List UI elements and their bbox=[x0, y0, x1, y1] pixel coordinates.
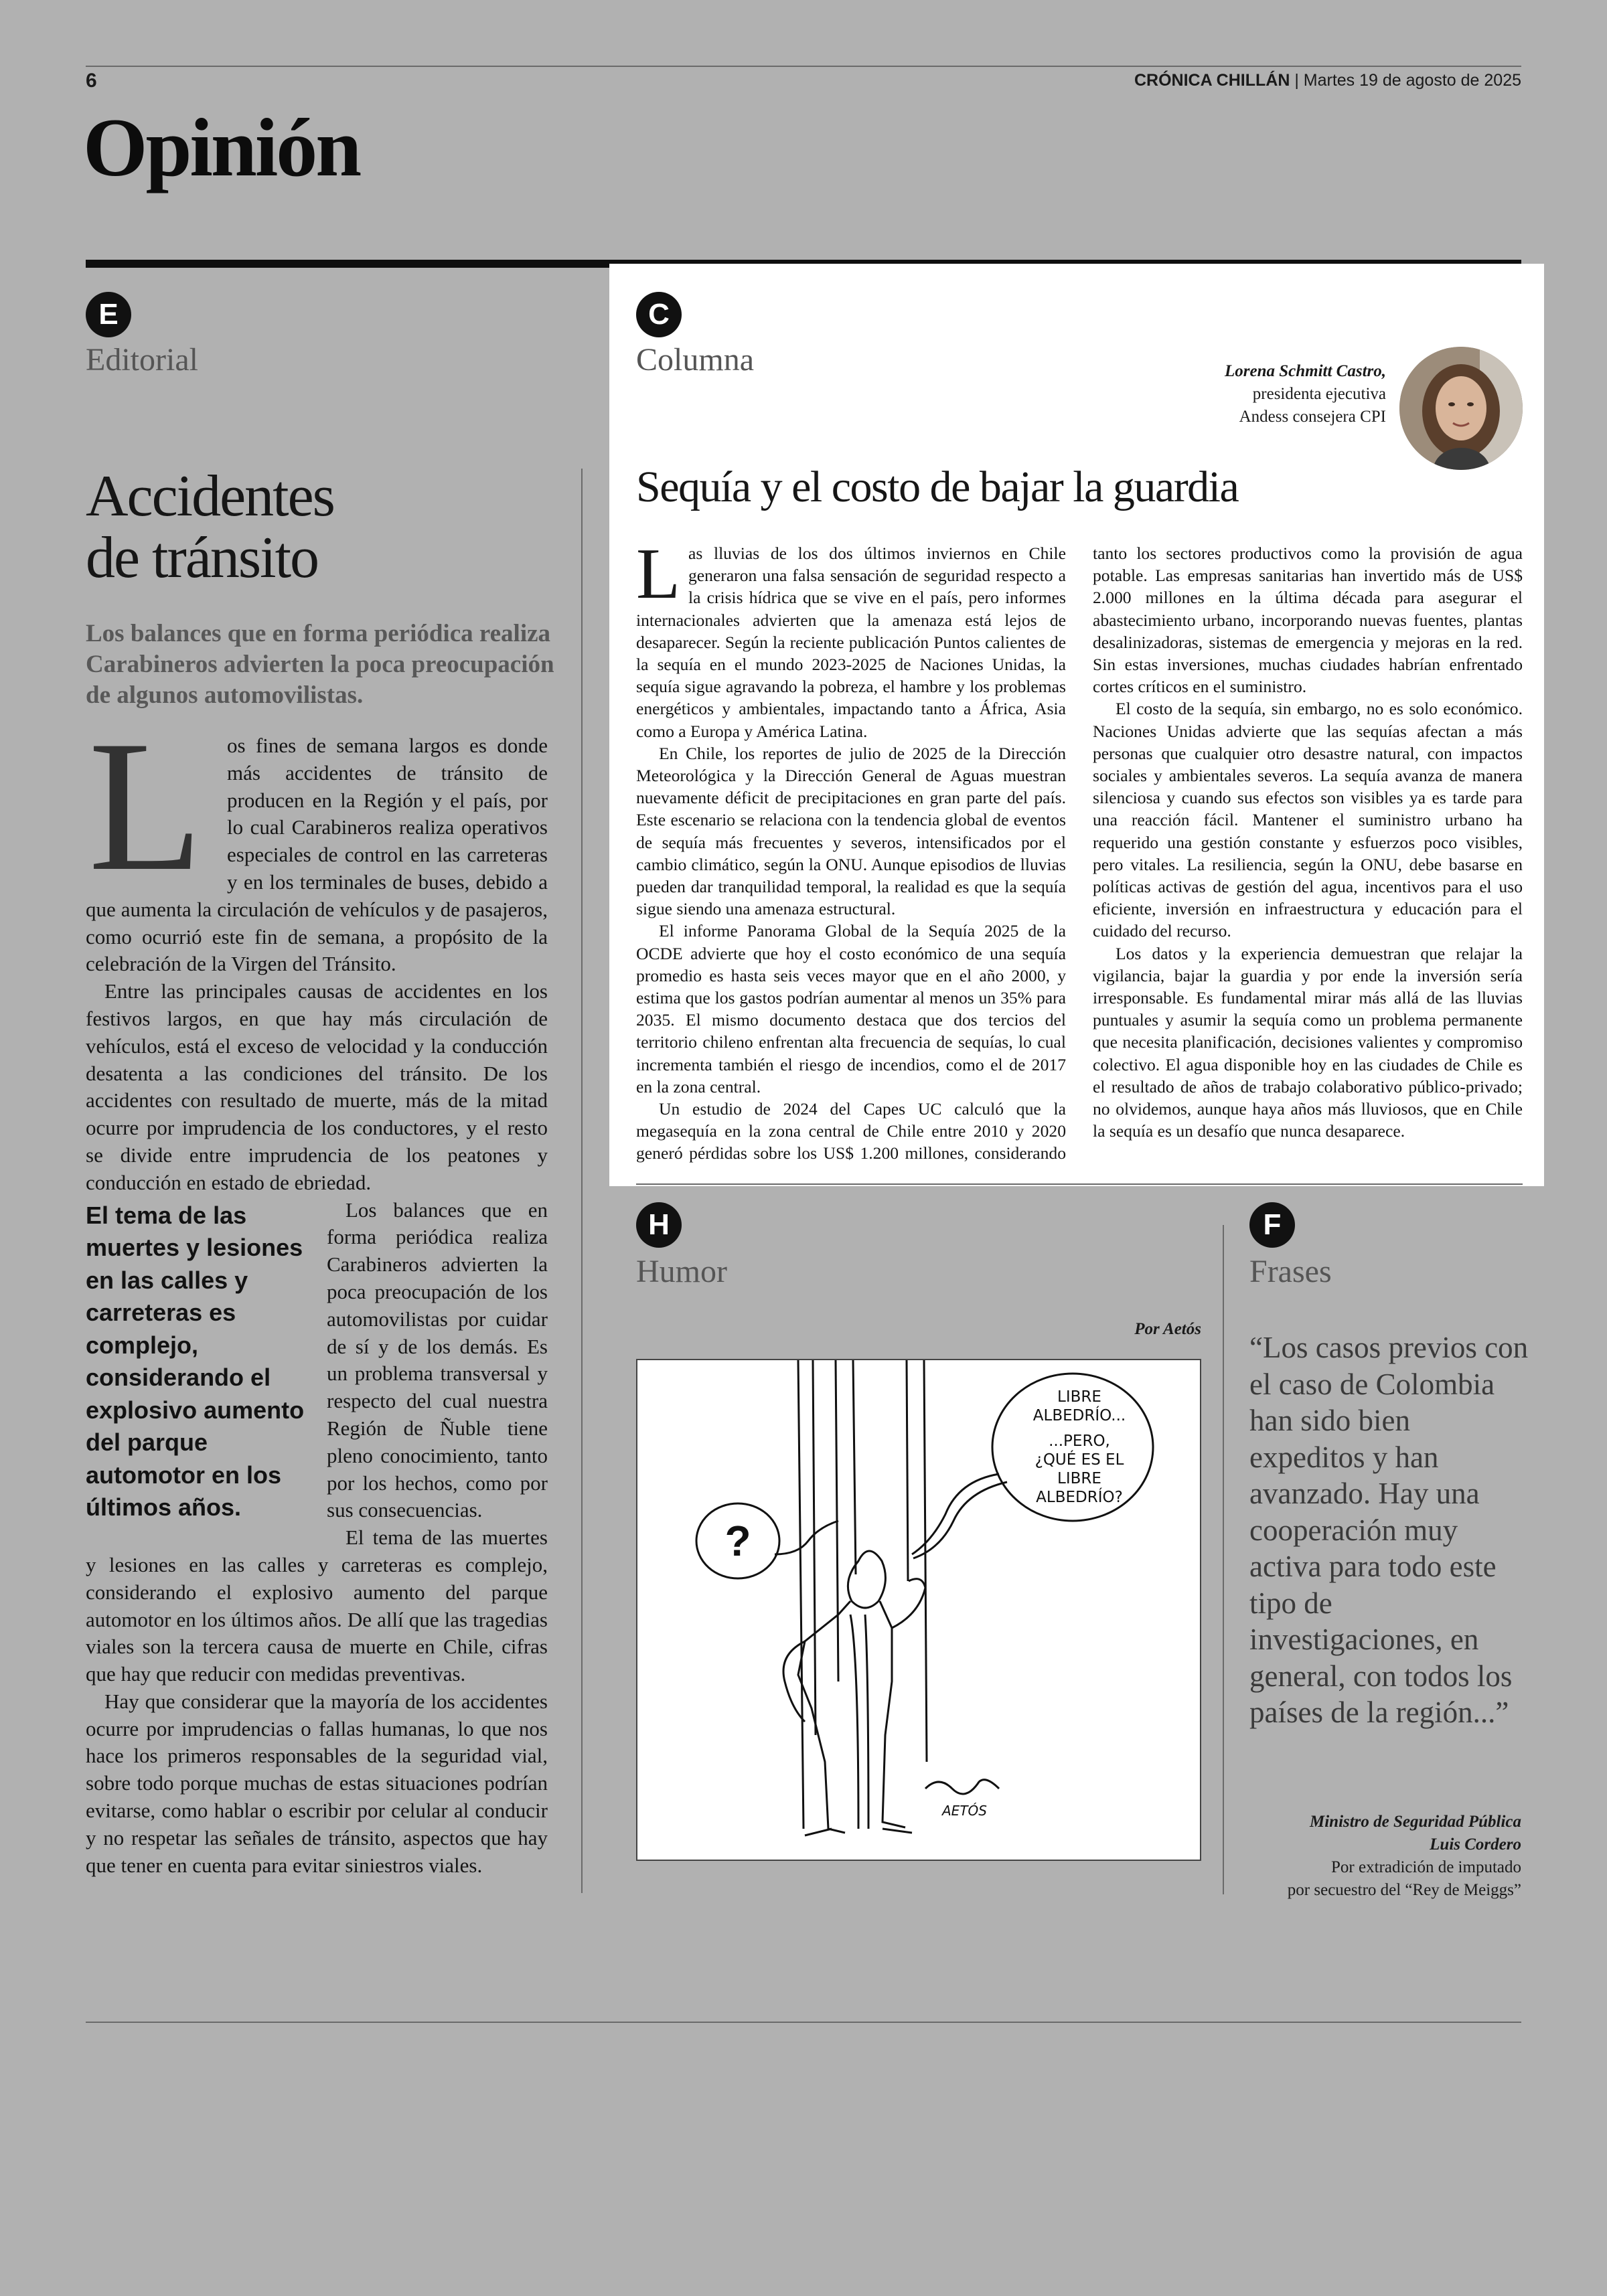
column-bottom-rule bbox=[636, 1183, 1523, 1185]
editorial-paragraph: os fines de semana largos es donde más accidentes de tránsito de producen en la Región y el país, por lo cual Carabineros realiza operativos especiales de control en las carreteras y en los terminales de buses, debido a que aumenta la circulación de vehículos y de pasajeros, como ocurrió este fin de semana, a propósito de la celebración de la Virgen del Tránsito. bbox=[86, 734, 548, 976]
column-paragraph: Los datos y la experiencia demuestran que relajar la vigilancia, bajar la guardia y por ende la inversión sería irresponsable. Es fundamental mirar más allá de las lluvias puntuales y asumir la sequía como un problema permanente que necesita planificación, decisiones valientes y compromiso colectivo. El agua disponible hoy en las ciudades de Chile es el resultado de años de trabajo colaborativo público-privado; no olvidemos, aunque haya años más lluviosos, que en Chile la sequía es un desafío que nunca desaparece. bbox=[1093, 943, 1523, 1141]
author-role: presidenta ejecutiva bbox=[1252, 385, 1386, 403]
editorial-body bbox=[86, 732, 548, 1897]
source-context: por secuestro del “Rey de Meiggs” bbox=[1287, 1881, 1521, 1899]
balloon-line: LIBRE bbox=[1057, 1470, 1101, 1487]
column-paragraph: Un estudio de 2024 del Capes UC calculó que la megasequía en la zona central de Chile entre 2010 y 2020 generó pérdidas sobre los US$ 1.200 millones, considerando tanto los sectores productivos como la provisión de agua potable. Las empresas sanitarias han invertido más de US$ 2.000 millones en la última década para asegurar el abastecimiento urbano, incorporando nuevas fuentes, plantas desalinizadoras, sistemas de emergencia y mejoras en la red. Sin estas inversiones, muchas ciudades habrían enfrentado cortes críticos en el suministro. bbox=[636, 544, 1523, 1163]
column-headline: Sequía y el costo de bajar la guardia bbox=[636, 463, 1239, 511]
editorial-badge: E bbox=[86, 292, 131, 337]
balloon-line: ALBEDRÍO... bbox=[1032, 1407, 1126, 1424]
publication-date: Martes 19 de agosto de 2025 bbox=[1303, 71, 1521, 90]
page-number: 6 bbox=[86, 70, 97, 92]
author-role: Andess consejera CPI bbox=[1239, 408, 1386, 426]
editorial-deck: Los balances que en forma periódica realiza Carabineros advierten la poca preocupación de algunos automovilistas. bbox=[86, 620, 554, 709]
section-title: Opinión bbox=[83, 102, 360, 193]
editorial-paragraph: El tema de las muertes y lesiones en las calles y carreteras es complejo, considerando el explosivo aumento del parque automotor en los últimos años. De allí que las tragedias viales son la tercera causa de muerte en Chile, cifras que hay que reducir con medidas preventivas. bbox=[86, 1526, 548, 1686]
cartoon-drawing bbox=[637, 1360, 1200, 1860]
author-name: Lorena Schmitt Castro, bbox=[1224, 362, 1386, 380]
column-body bbox=[636, 542, 1523, 1165]
column-paragraph: En Chile, los reportes de julio de 2025 de la Dirección Meteorológica y la Dirección General de Aguas muestran nuevamente déficit de precipitaciones en gran parte del país. Este escenario se relaciona con la tendencia global de eventos de sequía más frecuentes y severos, intensificados por el cambio climático, según la ONU. Aunque episodios de lluvias pueden dar tranquilidad temporal, la realidad es que la sequía sigue siendo una amenaza estructural. bbox=[636, 743, 1066, 919]
editorial-paragraph: Los balances que en forma periódica realiza Carabineros advierten la poca preocupación de los automovilistas por cuidar de sí y de los demás. Es un problema transversal y respecto del cual nuestra Región de Ñuble tiene pleno conocimiento, tanto por los hechos, como por sus consecuencias. bbox=[327, 1198, 548, 1522]
editorial-dropcap: L bbox=[88, 732, 204, 910]
column-paragraph: as lluvias de los dos últimos inviernos en Chile generaron una falsa sensación de seguridad respecto a la crisis hídrica que se vive en el país, pero informes internacionales advierten que la amenaza está lejos de desaparecer. Según la reciente publicación Puntos calientes de la sequía en el mundo 2023-2025 de Naciones Unidas, la sequía sigue agravando la pobreza, el hambre y los problemas energéticos y ambientales, impactando tanto a África, Asia como a Europa y América Latina. bbox=[636, 544, 1066, 741]
balloon-line: ¿QUÉ ES EL bbox=[1035, 1451, 1124, 1469]
cartoon-signature: AETÓS bbox=[942, 1803, 987, 1819]
source-context: Por extradición de imputado bbox=[1331, 1858, 1521, 1876]
editorial-paragraph: Hay que considerar que la mayoría de los accidentes ocurre por imprudencias o fallas humanas, lo que nos hace los primeros responsables de la seguridad vial, sobre todo porque muchas de estas situaciones podrían evitarse, como hablar o escribir por celular al conducir y no respetar las señales de tránsito, aspectos que hay que tener en cuenta para evitar siniestros viales. bbox=[86, 1689, 548, 1877]
frases-badge: F bbox=[1249, 1202, 1295, 1248]
editorial-headline bbox=[86, 466, 568, 589]
question-mark: ? bbox=[724, 1517, 751, 1565]
editorial-headline-line2: de tránsito bbox=[86, 525, 319, 590]
humor-badge: H bbox=[636, 1202, 682, 1248]
humor-kicker: Humor bbox=[636, 1254, 727, 1289]
cartoon-credit: Por Aetós bbox=[1134, 1320, 1201, 1338]
column-author bbox=[1105, 360, 1386, 428]
cartoon bbox=[636, 1359, 1201, 1861]
editorial-kicker: Editorial bbox=[86, 342, 198, 378]
frases-kicker: Frases bbox=[1249, 1254, 1332, 1289]
masthead: CRÓNICA CHILLÁN | Martes 19 de agosto de 2025 bbox=[1134, 71, 1521, 90]
editorial-headline-line1: Accidentes bbox=[86, 464, 334, 529]
editorial-pullquote: El tema de las muertes y lesiones en las calles y carreteras es complejo, considerando el explosivo aumento del parque automotor en los últimos años. bbox=[86, 1201, 305, 1522]
frases-quote: “Los casos previos con el caso de Colombia han sido bien expeditos y han avanzado. Hay una cooperación muy activa para todo este tipo de investigaciones, en general, con todos los países de la región...” bbox=[1249, 1331, 1529, 1729]
frases-source bbox=[1200, 1811, 1521, 1902]
source-role: Ministro de Seguridad Pública bbox=[1309, 1813, 1521, 1831]
balloon-line: LIBRE bbox=[1057, 1388, 1101, 1406]
source-name: Luis Cordero bbox=[1430, 1835, 1521, 1854]
balloon-line: ...PERO, bbox=[1049, 1432, 1110, 1450]
column-paragraph: El informe Panorama Global de la Sequía 2025 de la OCDE advierte que hoy el costo económico de una sequía promedio es hasta seis veces mayor que en el año 2000, y estima que los gastos podrían aumentar al menos un 35% para 2035. El mismo documento destaca que dos tercios del territorio chileno enfrentan alta frecuencia de sequías, lo cual incrementa también el riesgo de incendios, como el de 2017 en la zona central. bbox=[636, 921, 1066, 1096]
editorial-paragraph: Entre las principales causas de accidentes en los festivos largos, en que hay más circulación de vehículos, está el exceso de velocidad y la conducción desatenta a las condiciones del tránsito. De los accidentes con resultado de muerte, más de la mitad ocurre por imprudencia de los conductores, y el resto se divide entre imprudencia de los peatones y conducción en estado de ebriedad. bbox=[86, 979, 548, 1194]
editorial-divider bbox=[581, 469, 583, 1893]
author-photo bbox=[1399, 347, 1523, 470]
column-dropcap: L bbox=[636, 542, 680, 614]
author-portrait bbox=[1399, 347, 1523, 470]
bottom-rule bbox=[86, 2022, 1521, 2023]
column-kicker: Columna bbox=[636, 342, 754, 378]
frases-divider bbox=[1223, 1225, 1224, 1894]
publication-name: CRÓNICA CHILLÁN bbox=[1134, 71, 1290, 90]
column-paragraph: El costo de la sequía, sin embargo, no es solo económico. Naciones Unidas advierte que las sequías afectan a más personas que cualquier otro desastre natural, con impactos sociales y ambientales severos. La sequía avanza de manera silenciosa y cuando sus efectos son visibles ya es tarde para una reacción fácil. Mantener el suministro urbano ha requerido una gestión constante y esfuerzos poco visibles, pero vitales. La resiliencia, según la ONU, debe basarse en políticas activas de gestión del agua, incentivos para el uso eficiente, inversión en infraestructura y educación para el cuidado del recurso. bbox=[1093, 699, 1523, 941]
column-badge: C bbox=[636, 292, 682, 337]
top-rule bbox=[86, 66, 1521, 67]
balloon-line: ALBEDRÍO? bbox=[1036, 1489, 1123, 1506]
